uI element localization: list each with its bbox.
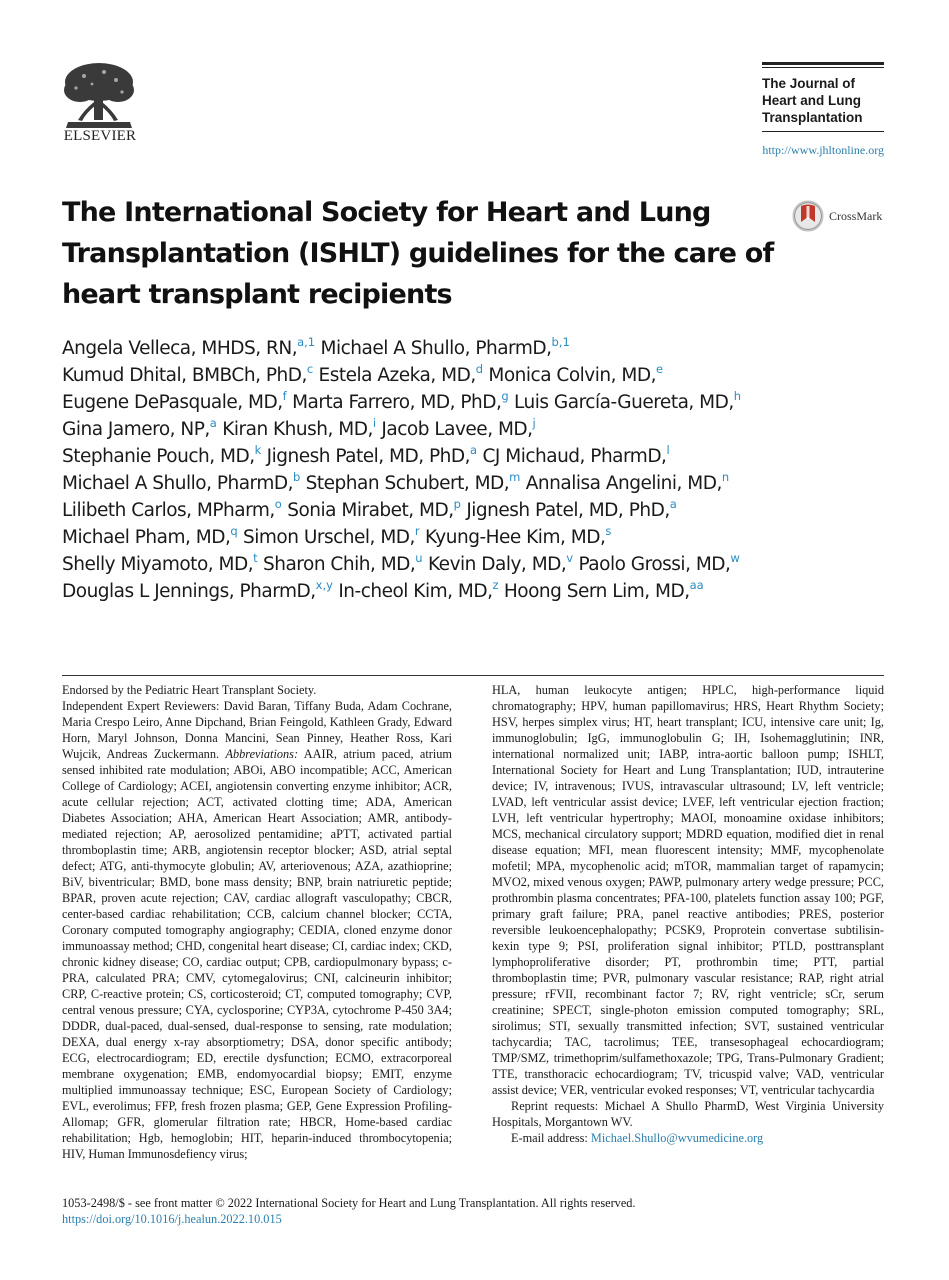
affiliation-marker[interactable]: k	[254, 443, 262, 457]
author-name: Estela Azeka, MD,	[313, 365, 476, 386]
affiliation-marker[interactable]: v	[566, 551, 574, 565]
author-name: Annalisa Angelini, MD,	[520, 473, 722, 494]
author-name: In-cheol Kim, MD,	[332, 581, 493, 602]
masthead-rule-bottom	[762, 131, 884, 132]
affiliation-marker[interactable]: r	[414, 524, 420, 538]
abbreviations-label: Abbreviations:	[225, 747, 299, 761]
affiliation-marker[interactable]: u	[415, 551, 423, 565]
author-name: Jignesh Patel, MD, PhD,	[261, 446, 471, 467]
author-name: Sharon Chih, MD,	[257, 554, 416, 575]
author-line	[62, 498, 922, 525]
abbreviations-text-left: AAIR, atrium paced, atrium sensed inhibited rate modulation; ABOi, ABO incompatible; ACC, American College of Cardiology; ACEI, angiotensin converting enzyme inhibitor; ACR, acute cellular rejection; ACT, activated clotting time; ADA, American Diabetes Association; AHA, American Heart Association; AMR, antibody-mediated rejection; AP, aerosolized pentamidine; aPTT, activated partial thromboplastin time; ARB, angiotensin receptor blocker; ASD, atrial septal defect; ATG, anti-thymocyte globulin; AV, arteriovenous; AZA, azathioprine; BiV, biventricular; BMD, bone mass density; BNP, brain natriuretic peptide; BPAR, proven acute rejection; CAV, cardiac allograft vasculopathy; CBCR, center-based cardiac rehabilitation; CCB, calcium channel blocker; CCTA, Coronary computed tomography angiography; CEDIA, cloned enzyme donor immunoassay method; CHD, congenital heart disease; CI, cardiac index; CKD, chronic kidney disease; CO, cardiac output; CPB, cardiopulmonary bypass; c-PRA, calculated PRA; CMV, cytomegalovirus; CNI, calcineurin inhibitor; CRP, C-reactive protein; CS, corticosteroid; CT, computed tomography; CVP, central venous pressure; CYA, cyclosporine; CYP3A, cytochrome P-450 3A4; DDDR, dual-paced, dual-sensed, dual-response to sensing, rate modulation; DEXA, dual energy x-ray absorptiometry; DSA, donor specific antibody; ECG, electrocardiogram; ED, erectile dysfunction; ECMO, extracorporeal membrane oxygenation; EMB, endomyocardial biopsy; EMIT, enzyme multiplied immunoassay technique; ESC, European Society of Cardiology; EVL, everolimus; FFP, fresh frozen plasma; GEP, Gene Expression Profiling-Allomap; GFR, glomerular filtration rate; HBCR, Home-based cardiac rehabilitation; Hgb, hemoglobin; HIT, heparin-induced thrombocytopenia; HIV, Human Immunosdefiency virus;	[62, 747, 452, 1161]
author-name: Jignesh Patel, MD, PhD,	[460, 500, 670, 521]
reprint-requests: Reprint requests: Michael A Shullo PharmD, West Virginia University Hospitals, Morgantown WV.	[492, 1099, 884, 1129]
affiliation-marker[interactable]: t	[253, 551, 258, 565]
crossmark-badge[interactable]	[792, 199, 892, 233]
affiliation-marker[interactable]: a	[209, 416, 217, 430]
affiliation-marker[interactable]: b	[292, 470, 301, 484]
journal-url-link[interactable]: http://www.jhltonline.org	[762, 143, 884, 157]
copyright-line: 1053-2498/$ - see front matter © 2022 International Society for Heart and Lung Transplantation. All rights reserved.	[62, 1196, 636, 1210]
affiliation-marker[interactable]: b,1	[551, 335, 570, 349]
email-line	[492, 1130, 884, 1146]
journal-masthead	[762, 62, 884, 132]
affiliation-marker[interactable]: a	[669, 497, 677, 511]
masthead-rule-thin	[762, 67, 884, 68]
author-name: Kyung-Hee Kim, MD,	[419, 527, 606, 548]
doi-link[interactable]: https://doi.org/10.1016/j.healun.2022.10.015	[62, 1212, 282, 1226]
author-line	[62, 525, 922, 552]
author-name: Jacob Lavee, MD,	[376, 419, 533, 440]
author-name: Michael Pham, MD,	[62, 527, 231, 548]
affiliation-marker[interactable]: i	[372, 416, 377, 430]
affiliation-marker[interactable]: d	[475, 362, 484, 376]
affiliation-marker[interactable]: h	[733, 389, 742, 403]
reviewers-and-abbreviations	[62, 698, 452, 1162]
author-line	[62, 336, 922, 363]
author-name: Monica Colvin, MD,	[483, 365, 656, 386]
author-line	[62, 579, 922, 606]
author-name: Michael A Shullo, PharmD,	[62, 473, 293, 494]
affiliation-marker[interactable]: o	[274, 497, 282, 511]
author-name: Douglas L Jennings, PharmD,	[62, 581, 316, 602]
author-name: CJ Michaud, PharmD,	[477, 446, 667, 467]
abbreviations-text-right: HLA, human leukocyte antigen; HPLC, high-performance liquid chromatography; HPV, human papillomavirus; HRS, Heart Rhythm Society; HSV, herpes simplex virus; HT, heart transplant; ICU, intensive care unit; Ig, immunoglobulin; IgG, immunoglobulin G; IH, Isohemagglutinin; INR, international normalized unit; IABP, intra-aortic balloon pump; ISHLT, International Society for Heart and Lung Transplantation; IUD, intrauterine device; IV, intravenous; IVUS, intravascular ultrasound; LV, left ventricle; LVAD, left ventricular assist device; LVEF, left ventricular ejection fraction; LVH, left ventricular hypertrophy; MAOI, monoamine oxidase inhibitors; MCS, mechanical circulatory support; MDRD equation, modified diet in renal disease equation; MFI, mean fluorescent intensity; MMF, mycophenolate mofetil; MPA, mycophenolic acid; mTOR, mammalian target of rapamycin; MVO2, mixed venous oxygen; PAWP, pulmonary artery wedge pressure; PCC, prothrombin plasma concentrates; PFA-100, platelets function assay 100; PGF, primary graft failure; PRA, panel reactive antibodies; PRES, posterior reversible leukoencephalopathy; PCSK9, Proprotein convertase subtilisin-kexin type 9; PSI, proliferation signal inhibitor; PTLD, posttransplant lymphoproliferative disorder; PT, prothrombin time; PTT, partial thromboplastin time; PVR, pulmonary vascular resistance; RAP, right atrial pressure; rFVII, recombinant factor 7; RV, right ventricle; sCr, serum creatinine; SPECT, single-photon emission computed tomography; SRL, sirolimus; STI, sexually transmitted infection; SVT, sustained ventricular tachycardia; TAC, tacrolimus; TEE, transesophageal echocardiogram; TMP/SMZ, trimethoprim/sulfamethoxazole; TPG, Trans-Pulmonary Gradient; TTE, transthoracic echocardiogram; TV, tricuspid valve; VAD, ventricular assist device; VER, ventricular evoked responses; VT, ventricular tachycardia	[492, 683, 884, 1097]
affiliation-marker[interactable]: f	[282, 389, 287, 403]
affiliation-marker[interactable]: j	[532, 416, 536, 430]
elsevier-tree-icon	[60, 60, 138, 130]
affiliation-marker[interactable]: s	[605, 524, 612, 538]
author-line	[62, 363, 922, 390]
section-divider	[62, 675, 884, 676]
author-name: Shelly Miyamoto, MD,	[62, 554, 254, 575]
author-line	[62, 471, 922, 498]
author-name: Sonia Mirabet, MD,	[281, 500, 454, 521]
page-footer	[62, 1195, 884, 1227]
affiliation-marker[interactable]: w	[730, 551, 740, 565]
affiliation-marker[interactable]: q	[230, 524, 238, 538]
affiliation-marker[interactable]: c	[306, 362, 314, 376]
reviewers-text: Independent Expert Reviewers: David Baran, Tiffany Buda, Adam Cochrane, Maria Crespo Leiro, Anne Dipchand, Brian Feingold, Kathleen Grady, Edward Horn, Maryl Johnson, Donna Mancini, Sean Pinney, Heather Ross, Kari Wujcik, Andreas Zuckermann.	[62, 699, 452, 761]
crossmark-label: CrossMark	[829, 208, 883, 223]
author-name: Kevin Daly, MD,	[422, 554, 567, 575]
author-name: Simon Urschel, MD,	[237, 527, 415, 548]
author-line	[62, 390, 922, 417]
affiliation-marker[interactable]: n	[721, 470, 730, 484]
author-name: Kumud Dhital, BMBCh, PhD,	[62, 365, 307, 386]
author-name: Eugene DePasquale, MD,	[62, 392, 283, 413]
author-name: Michael A Shullo, PharmD,	[315, 338, 552, 359]
affiliation-marker[interactable]: g	[501, 389, 509, 403]
affiliation-marker[interactable]: l	[666, 443, 670, 457]
author-name: Stephan Schubert, MD,	[300, 473, 510, 494]
affiliation-marker[interactable]: z	[492, 578, 499, 592]
publisher-name: ELSEVIER	[63, 128, 137, 144]
email-label: E-mail address:	[511, 1131, 591, 1145]
author-name: Lilibeth Carlos, MPharm,	[62, 500, 275, 521]
crossmark-icon	[792, 200, 824, 232]
affiliation-marker[interactable]: a,1	[297, 335, 316, 349]
journal-title: The Journal of Heart and Lung Transplantation	[762, 76, 863, 125]
footnote-column-left	[62, 682, 452, 1162]
affiliation-marker[interactable]: a	[470, 443, 478, 457]
affiliation-marker[interactable]: p	[453, 497, 461, 511]
author-list	[62, 336, 922, 606]
affiliation-marker[interactable]: x,y	[315, 578, 333, 592]
masthead-rule-thick	[762, 62, 884, 65]
author-line	[62, 552, 922, 579]
email-link[interactable]: Michael.Shullo@wvumedicine.org	[590, 1131, 764, 1145]
affiliation-marker[interactable]: aa	[689, 578, 704, 592]
author-name: Hoong Sern Lim, MD,	[498, 581, 690, 602]
author-line	[62, 417, 922, 444]
footnote-column-right	[492, 682, 884, 1146]
author-line	[62, 444, 922, 471]
affiliation-marker[interactable]: m	[509, 470, 521, 484]
author-name: Gina Jamero, NP,	[62, 419, 210, 440]
author-name: Paolo Grossi, MD,	[573, 554, 731, 575]
author-name: Kiran Khush, MD,	[216, 419, 373, 440]
endorsement-note: Endorsed by the Pediatric Heart Transplant Society.	[62, 683, 317, 697]
author-name: Marta Farrero, MD, PhD,	[286, 392, 502, 413]
author-name: Angela Velleca, MHDS, RN,	[62, 338, 298, 359]
author-name: Luis García-Guereta, MD,	[508, 392, 734, 413]
affiliation-marker[interactable]: e	[655, 362, 664, 376]
article-title: The International Society for Heart and Lung Transplantation (ISHLT) guidelines for the care of heart transplant recipients	[62, 197, 774, 310]
author-name: Stephanie Pouch, MD,	[62, 446, 255, 467]
